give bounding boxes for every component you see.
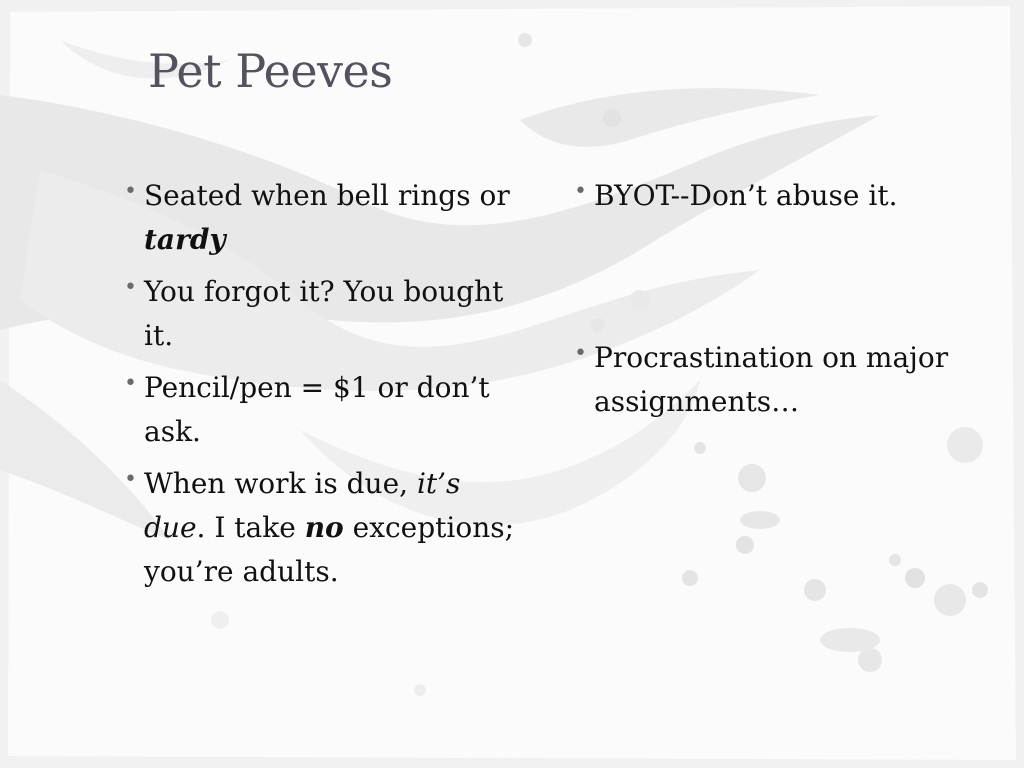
list-item: [124, 462, 524, 594]
list-item: [574, 174, 994, 218]
left-bullet-list: [124, 174, 524, 602]
bullet-icon: •: [124, 275, 137, 300]
slide-title: Pet Peeves: [148, 44, 393, 98]
bullet-icon: •: [574, 341, 587, 366]
list-item: [124, 366, 524, 454]
bullet-icon: •: [124, 179, 137, 204]
list-item: [574, 336, 994, 424]
item-text: You forgot it? You bought it.: [144, 275, 504, 352]
list-item: [124, 174, 524, 262]
list-item: [124, 270, 524, 358]
bullet-icon: •: [124, 371, 137, 396]
item-text: exceptions; you’re adults.: [144, 511, 515, 588]
item-text: Pencil/pen = $1 or don’t ask.: [144, 371, 490, 448]
right-bullet-list: [574, 174, 994, 432]
item-text: . I take: [196, 511, 305, 544]
spacer: [594, 226, 994, 336]
item-text: When work is due,: [144, 467, 417, 500]
item-emphasis: no: [304, 511, 344, 544]
item-text: Procrastination on major assignments…: [594, 341, 949, 418]
bullet-icon: •: [574, 179, 587, 204]
item-text: Seated when bell rings or: [144, 179, 510, 212]
bullet-icon: •: [124, 467, 137, 492]
item-text: BYOT--Don’t abuse it.: [594, 179, 898, 212]
item-italic: it’s due: [144, 467, 461, 544]
item-emphasis: tardy: [144, 223, 226, 256]
